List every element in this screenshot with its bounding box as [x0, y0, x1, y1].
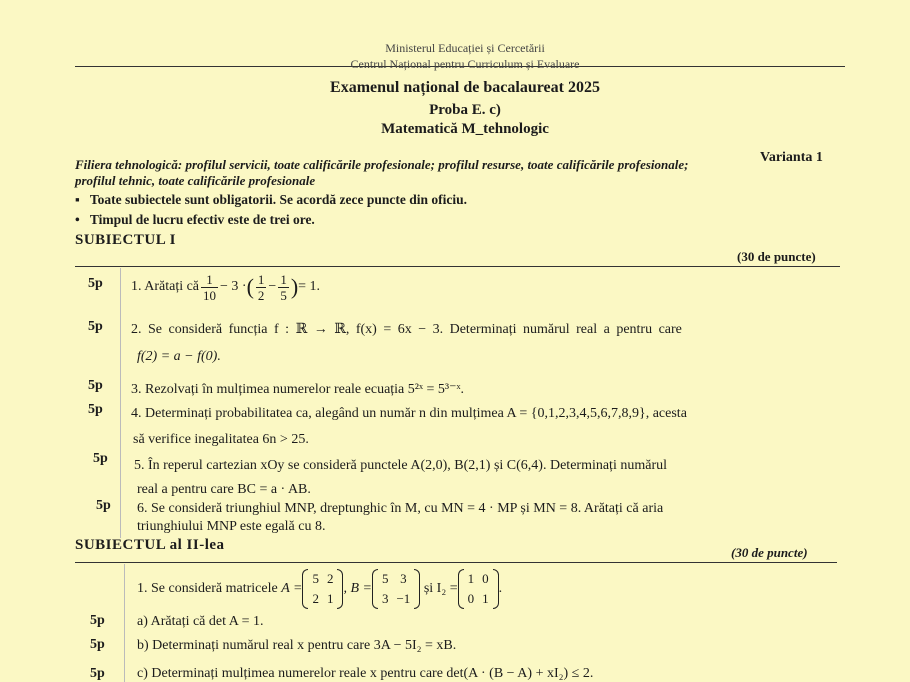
filiera-line-2: profilul tehnic, toate calificările profesionale [75, 173, 316, 188]
centre-name: Centrul Național pentru Curriculum și Evaluare [350, 57, 580, 71]
instruction-text: Timpul de lucru efectiv este de trei ore. [89, 212, 315, 227]
problem-text: 1. Se consideră matricele [137, 581, 278, 596]
problem-4-line-2: să verifice inegalitatea 6n > 25. [133, 432, 309, 447]
ministry-name: Ministerul Educației și Cercetării [385, 41, 545, 55]
problem-text: 1. Arătați că [131, 279, 200, 294]
problem-text: . [498, 581, 503, 596]
problem-score: 5p [88, 378, 103, 393]
problem-matrices [137, 565, 502, 613]
section-title-subiect-2: SUBIECTUL al II-lea [75, 537, 225, 553]
subject-title: Matematică M_tehnologic [381, 121, 549, 137]
problem-text: = 1. [298, 279, 321, 294]
problem-score: 5p [88, 402, 103, 417]
section-points: (30 de puncte) [731, 545, 808, 560]
problem-score: 5p [88, 276, 103, 291]
instruction-bullet: • Timpul de lucru efectiv este de trei ore. [75, 212, 315, 227]
problem-2a: a) Arătați că det A = 1. [137, 614, 264, 629]
problem-2-line-2: f(2) = a − f(0). [137, 349, 221, 364]
problem-2-line-1: 2. Se consideră funcția f : ℝ → ℝ, f(x) = 6x − 3. Determinați numărul real a pentru care [131, 322, 682, 337]
fraction: $\frac{1}{10}$ [203, 271, 217, 303]
problem-score: 5p [90, 613, 105, 628]
problem-6-line-1: 6. Se consideră triunghiul MNP, dreptunghic în M, cu MN = 4 · MP și MN = 8. Arătați că aria [137, 501, 664, 516]
instruction-text: Toate subiectele sunt obligatorii. Se acordă zece puncte din oficiu. [89, 192, 468, 207]
problem-score: 5p [90, 637, 105, 652]
matrix-identity: 1 0 0 1 [458, 569, 499, 609]
problem-6-line-2: triunghiului MNP este egală cu 8. [137, 519, 326, 534]
problem-5-line-1: 5. În reperul cartezian xOy se consideră punctele A(2,0), B(2,1) și C(6,4). Determinați numărul [134, 458, 667, 473]
problem-score: 5p [96, 498, 111, 513]
section-points: (30 de puncte) [737, 249, 816, 264]
matrix-b: 5 3 3 −1 [372, 569, 420, 609]
filiera-line-1: Filiera tehnologică: profilul servicii, toate calificările profesionale; profilul resurse, toate calificările profesionale; [75, 157, 689, 172]
fraction: $\frac{1}{2}$ [257, 271, 265, 303]
problem-score: 5p [88, 319, 103, 334]
problem-score: 5p [90, 666, 105, 681]
exam-title: Examenul național de bacalaureat 2025 [330, 79, 600, 96]
problem-1 [131, 266, 320, 308]
problem-2c: c) Determinați mulțimea numerelor reale x pentru care det(A · (B − A) + xI₂) ≤ 2. [137, 666, 594, 681]
paren: ) [290, 274, 299, 299]
proba-title: Proba E. c) [429, 102, 501, 118]
matrix-label: și I₂ = [423, 581, 458, 596]
score-column-divider [120, 268, 121, 538]
matrix-label: , B = [343, 581, 372, 596]
matrix-label: A = [281, 581, 303, 596]
problem-3: 3. Rezolvați în mulțimea numerelor reale ecuația 5²ˣ = 5³⁻ˣ. [131, 382, 465, 397]
section-divider [75, 562, 837, 563]
variant-label: Varianta 1 [760, 150, 823, 165]
problem-score: 5p [93, 451, 108, 466]
problem-text: − [268, 279, 277, 294]
instruction-bullet: ▪ Toate subiectele sunt obligatorii. Se acordă zece puncte din oficiu. [75, 192, 468, 207]
matrix-a: 5 2 2 1 [302, 569, 343, 609]
fraction: $\frac{1}{5}$ [280, 271, 287, 303]
section-title-subiect-1: SUBIECTUL I [75, 232, 176, 248]
paren: ( [246, 274, 254, 299]
problem-5-line-2: real a pentru care BC = a · AB. [137, 482, 311, 497]
problem-text: − 3 · [220, 279, 247, 294]
problem-2b: b) Determinați numărul real x pentru care 3A − 5I₂ = xB. [137, 638, 457, 653]
score-column-divider [124, 564, 125, 682]
problem-4-line-1: 4. Determinați probabilitatea ca, alegând un număr n din mulțimea A = {0,1,2,3,4,5,6,7,8,9}, acesta [131, 406, 687, 421]
